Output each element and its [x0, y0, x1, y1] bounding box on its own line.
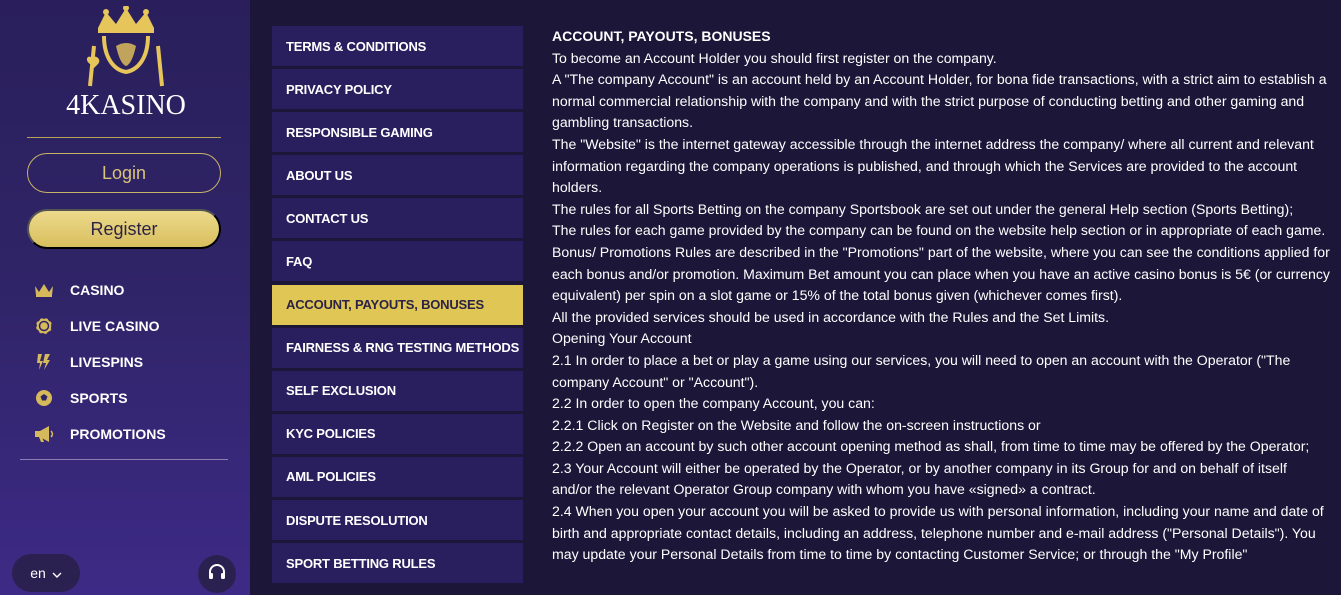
poker-chip-icon — [32, 316, 56, 336]
sidebar-item-label: LIVE CASINO — [70, 318, 160, 334]
paragraph: The rules for each game provided by the company can be found on the website help section or in appropriate of each game. — [552, 222, 1326, 239]
menu-item-contact-us[interactable]: CONTACT US — [272, 198, 523, 238]
paragraph: 2.2.2 Open an account by such other account opening method as shall, from time to time may be offered by the Operator; — [552, 438, 1310, 455]
sidebar-item-label: PROMOTIONS — [70, 426, 166, 442]
sidebar-nav — [32, 279, 166, 459]
soccer-ball-icon — [32, 388, 56, 408]
paragraph: 2.1 In order to place a bet or play a game using our services, you will need to open an account with the Operator ("The company Account" or "Account"). — [552, 351, 1291, 390]
menu-item-privacy-policy[interactable]: PRIVACY POLICY — [272, 69, 523, 109]
menu-item-account-payouts-bonuses[interactable]: ACCOUNT, PAYOUTS, BONUSES — [272, 285, 523, 325]
paragraph: 2.3 Your Account will either be operated by the Operator, or by another company in its Group for and on behalf of itself and/or the relevant Operator Group company with whom you have «signed» a contract. — [552, 459, 1287, 498]
sidebar-item-live-casino[interactable] — [32, 315, 166, 337]
sidebar-divider — [20, 459, 228, 460]
paragraph: 2.4 When you open your account you will be asked to provide us with personal information, including your name and date of birth and appropriate contact details, including an address, telephone number and e-mail address ("Personal Details"). You may update your Personal Details from time to time by contacting Customer Service; or through the "My Profile" — [552, 503, 1324, 563]
menu-item-self-exclusion[interactable]: SELF EXCLUSION — [272, 371, 523, 411]
paragraph: The "Website" is the internet gateway accessible through the internet address the company/ where all current and relevant information regarding the company operations is published, and through which the Services are provided to the account holders. — [552, 135, 1314, 196]
lightning-icon — [32, 352, 56, 372]
info-menu — [272, 26, 523, 586]
language-code: en — [30, 565, 46, 581]
paragraph: 2.2.1 Click on Register on the Website and follow the on-screen instructions or — [552, 416, 1041, 433]
sidebar-item-label: CASINO — [70, 282, 125, 298]
king-crown-logo-icon — [80, 6, 172, 92]
paragraph: Bonus/ Promotions Rules are described in the "Promotions" part of the website, where you can see the conditions applied for each bonus and/or promotion. Maximum Bet amount you can place when you have an active casino bonus is 5€ (or currency equivalent) per spin on a slot game or 15% of the total bonus given (whichever comes first). — [552, 243, 1330, 304]
sidebar-item-label: LIVESPINS — [70, 354, 144, 370]
menu-item-about-us[interactable]: ABOUT US — [272, 155, 523, 195]
sidebar — [0, 0, 250, 595]
menu-item-terms-conditions[interactable]: TERMS & CONDITIONS — [272, 26, 523, 66]
support-button[interactable] — [198, 555, 236, 593]
chevron-down-icon — [52, 565, 62, 581]
sidebar-item-label: SPORTS — [70, 390, 128, 406]
headset-icon — [207, 562, 227, 587]
sidebar-item-promotions[interactable] — [32, 423, 166, 445]
menu-item-aml-policies[interactable]: AML POLICIES — [272, 457, 523, 497]
menu-item-responsible-gaming[interactable]: RESPONSIBLE GAMING — [272, 112, 523, 152]
register-button[interactable]: Register — [27, 209, 221, 249]
menu-item-kyc-policies[interactable]: KYC POLICIES — [272, 414, 523, 454]
page-title: ACCOUNT, PAYOUTS, BONUSES — [552, 28, 771, 44]
menu-item-dispute-resolution[interactable]: DISPUTE RESOLUTION — [272, 500, 523, 540]
login-button[interactable]: Login — [27, 153, 221, 193]
paragraph: The rules for all Sports Betting on the company Sportsbook are set out under the general Help section (Sports Betting); — [552, 200, 1294, 217]
menu-item-faq[interactable]: FAQ — [272, 241, 523, 281]
sidebar-item-livespins[interactable] — [32, 351, 166, 373]
paragraph: To become an Account Holder you should first register on the company. — [552, 49, 997, 66]
content-article — [552, 26, 1330, 566]
sidebar-item-casino[interactable] — [32, 279, 166, 301]
paragraph: 2.2 In order to open the company Account, you can: — [552, 395, 875, 412]
brand-name: 4KASINO — [66, 90, 186, 121]
section-heading: Opening Your Account — [552, 330, 692, 347]
sidebar-divider — [27, 137, 221, 138]
sidebar-item-sports[interactable] — [32, 387, 166, 409]
menu-item-sport-betting-rules[interactable]: SPORT BETTING RULES — [272, 543, 523, 583]
menu-item-fairness-rng[interactable]: FAIRNESS & RNG TESTING METHODS — [272, 328, 523, 368]
paragraph: All the provided services should be used in accordance with the Rules and the Set Limits. — [552, 308, 1110, 325]
megaphone-icon — [32, 424, 56, 444]
crown-icon — [32, 280, 56, 300]
language-selector[interactable] — [12, 554, 80, 592]
paragraph: A "The company Account" is an account held by an Account Holder, for bona fide transactions, with a strict aim to establish a normal commercial relationship with the company and with the strict purpose of conducting betting and other gaming and gambling transactions. — [552, 71, 1327, 131]
brand-logo[interactable] — [58, 6, 194, 124]
